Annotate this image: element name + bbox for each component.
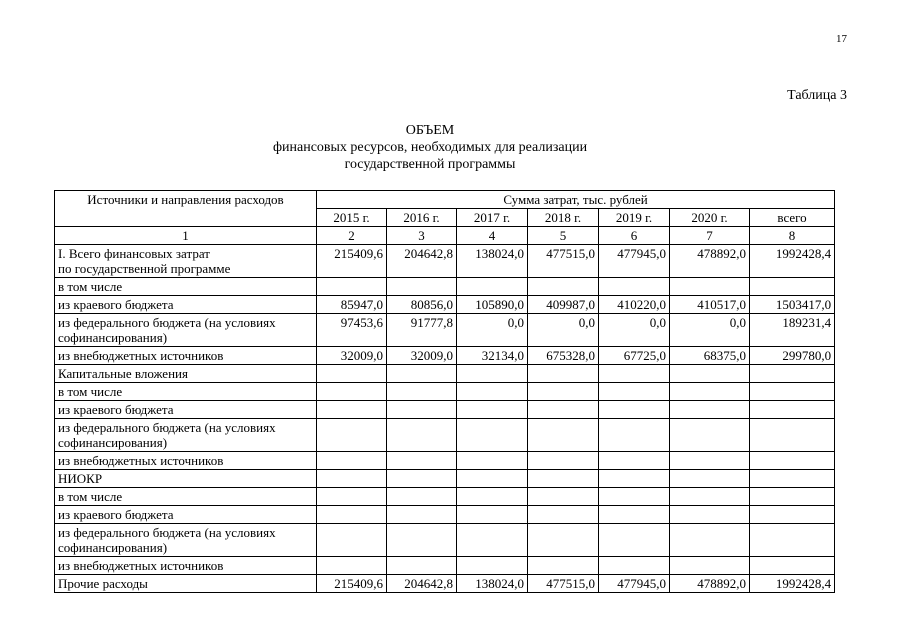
value-cell	[387, 470, 457, 488]
value-cell: 1992428,4	[750, 245, 835, 278]
value-cell	[670, 452, 750, 470]
value-cell	[670, 557, 750, 575]
value-cell	[670, 470, 750, 488]
table-row	[55, 452, 835, 470]
value-cell: 138024,0	[457, 245, 528, 278]
value-cell: 477515,0	[528, 575, 599, 593]
value-cell	[528, 470, 599, 488]
table-row	[55, 575, 835, 593]
value-cell: 138024,0	[457, 575, 528, 593]
value-cell: 477945,0	[599, 245, 670, 278]
value-cell	[457, 383, 528, 401]
index-cell: 5	[528, 227, 599, 245]
value-cell	[387, 401, 457, 419]
value-cell	[387, 383, 457, 401]
value-cell	[750, 365, 835, 383]
value-cell: 85947,0	[317, 296, 387, 314]
value-cell	[528, 278, 599, 296]
row-label: из краевого бюджета	[55, 401, 317, 419]
table-row	[55, 488, 835, 506]
value-cell: 215409,6	[317, 245, 387, 278]
index-cell: 2	[317, 227, 387, 245]
value-cell: 0,0	[670, 314, 750, 347]
value-cell	[317, 419, 387, 452]
value-cell: 32134,0	[457, 347, 528, 365]
value-cell	[528, 524, 599, 557]
value-cell	[457, 452, 528, 470]
value-cell	[599, 383, 670, 401]
source-column-header: Источники и направления расходов	[55, 191, 317, 227]
table-row	[55, 278, 835, 296]
value-cell	[317, 524, 387, 557]
value-cell	[599, 506, 670, 524]
value-cell	[750, 524, 835, 557]
year-header: 2017 г.	[457, 209, 528, 227]
table-row	[55, 419, 835, 452]
value-cell	[387, 506, 457, 524]
value-cell	[317, 488, 387, 506]
value-cell: 215409,6	[317, 575, 387, 593]
value-cell	[317, 383, 387, 401]
value-cell	[387, 452, 457, 470]
value-cell: 1503417,0	[750, 296, 835, 314]
value-cell: 1992428,4	[750, 575, 835, 593]
value-cell: 675328,0	[528, 347, 599, 365]
value-cell	[750, 278, 835, 296]
value-cell: 0,0	[528, 314, 599, 347]
value-cell	[317, 452, 387, 470]
heading-subtitle-line1: финансовых ресурсов, необходимых для реализации	[272, 140, 588, 155]
value-cell: 0,0	[599, 314, 670, 347]
total-header: всего	[750, 209, 835, 227]
row-label: из федерального бюджета (на условиях софинансирования)	[55, 524, 317, 557]
value-cell	[457, 470, 528, 488]
value-cell	[457, 488, 528, 506]
value-cell	[457, 557, 528, 575]
value-cell: 477945,0	[599, 575, 670, 593]
table-row	[55, 470, 835, 488]
row-label: в том числе	[55, 383, 317, 401]
heading-title: ОБЪЕМ	[405, 123, 455, 138]
index-cell: 6	[599, 227, 670, 245]
value-cell: 0,0	[457, 314, 528, 347]
row-label: из внебюджетных источников	[55, 452, 317, 470]
row-label: из федерального бюджета (на условиях софинансирования)	[55, 419, 317, 452]
index-row	[55, 227, 835, 245]
value-cell	[670, 506, 750, 524]
row-label: из внебюджетных источников	[55, 557, 317, 575]
value-cell: 91777,8	[387, 314, 457, 347]
table-row	[55, 365, 835, 383]
row-label: из федерального бюджета (на условиях софинансирования)	[55, 314, 317, 347]
value-cell	[670, 488, 750, 506]
value-cell	[750, 452, 835, 470]
row-label: из внебюджетных источников	[55, 347, 317, 365]
value-cell	[317, 365, 387, 383]
value-cell	[317, 557, 387, 575]
row-label: I. Всего финансовых затрат по государственной программе	[55, 245, 317, 278]
value-cell	[457, 524, 528, 557]
table-row	[55, 557, 835, 575]
value-cell	[317, 506, 387, 524]
year-header: 2018 г.	[528, 209, 599, 227]
value-cell	[750, 557, 835, 575]
row-label: Капитальные вложения	[55, 365, 317, 383]
value-cell: 32009,0	[387, 347, 457, 365]
value-cell	[457, 365, 528, 383]
table-row	[55, 401, 835, 419]
value-cell	[750, 488, 835, 506]
row-label: в том числе	[55, 278, 317, 296]
row-label: Прочие расходы	[55, 575, 317, 593]
value-cell	[528, 365, 599, 383]
value-cell	[599, 278, 670, 296]
value-cell	[528, 401, 599, 419]
value-cell	[750, 383, 835, 401]
row-label: в том числе	[55, 488, 317, 506]
value-cell	[599, 419, 670, 452]
row-label: из краевого бюджета	[55, 506, 317, 524]
value-cell: 32009,0	[317, 347, 387, 365]
document-heading	[230, 122, 630, 173]
table-row	[55, 245, 835, 278]
value-cell	[750, 401, 835, 419]
value-cell	[599, 452, 670, 470]
index-cell: 8	[750, 227, 835, 245]
value-cell	[528, 488, 599, 506]
value-cell: 204642,8	[387, 245, 457, 278]
value-cell	[750, 506, 835, 524]
heading-subtitle-line2: государственной программы	[344, 157, 516, 172]
year-header: 2016 г.	[387, 209, 457, 227]
value-cell	[528, 383, 599, 401]
value-cell: 478892,0	[670, 245, 750, 278]
value-cell	[457, 419, 528, 452]
value-cell: 67725,0	[599, 347, 670, 365]
value-cell: 97453,6	[317, 314, 387, 347]
row-label: НИОКР	[55, 470, 317, 488]
value-cell	[528, 452, 599, 470]
value-cell: 189231,4	[750, 314, 835, 347]
value-cell	[528, 419, 599, 452]
value-cell	[750, 419, 835, 452]
value-cell	[317, 470, 387, 488]
value-cell	[599, 470, 670, 488]
value-cell	[670, 524, 750, 557]
value-cell	[387, 278, 457, 296]
value-cell	[528, 557, 599, 575]
table-label: Таблица 3	[787, 88, 847, 103]
value-cell	[387, 365, 457, 383]
table-row	[55, 296, 835, 314]
value-cell	[457, 278, 528, 296]
value-cell: 204642,8	[387, 575, 457, 593]
index-cell: 7	[670, 227, 750, 245]
row-label: из краевого бюджета	[55, 296, 317, 314]
value-cell	[599, 401, 670, 419]
page-number: 17	[836, 33, 847, 45]
value-cell	[317, 278, 387, 296]
index-cell: 4	[457, 227, 528, 245]
value-cell	[599, 557, 670, 575]
financial-resources-table	[54, 190, 835, 593]
index-cell: 1	[55, 227, 317, 245]
value-cell	[457, 401, 528, 419]
value-cell: 68375,0	[670, 347, 750, 365]
index-cell: 3	[387, 227, 457, 245]
value-cell	[457, 506, 528, 524]
value-cell	[599, 488, 670, 506]
year-header: 2019 г.	[599, 209, 670, 227]
value-cell	[599, 365, 670, 383]
value-cell	[387, 557, 457, 575]
value-cell	[387, 524, 457, 557]
value-cell	[387, 419, 457, 452]
value-cell	[670, 419, 750, 452]
table-row	[55, 347, 835, 365]
sum-column-header: Сумма затрат, тыс. рублей	[317, 191, 835, 209]
table-row	[55, 383, 835, 401]
value-cell	[599, 524, 670, 557]
table-row	[55, 314, 835, 347]
value-cell	[670, 383, 750, 401]
value-cell: 105890,0	[457, 296, 528, 314]
table-header-row	[55, 191, 835, 209]
value-cell	[387, 488, 457, 506]
value-cell: 478892,0	[670, 575, 750, 593]
value-cell	[317, 401, 387, 419]
value-cell: 299780,0	[750, 347, 835, 365]
value-cell: 410220,0	[599, 296, 670, 314]
value-cell	[670, 401, 750, 419]
value-cell: 80856,0	[387, 296, 457, 314]
value-cell: 410517,0	[670, 296, 750, 314]
value-cell: 477515,0	[528, 245, 599, 278]
year-header: 2015 г.	[317, 209, 387, 227]
value-cell	[670, 365, 750, 383]
value-cell: 409987,0	[528, 296, 599, 314]
table-row	[55, 524, 835, 557]
year-header: 2020 г.	[670, 209, 750, 227]
value-cell	[528, 506, 599, 524]
value-cell	[750, 470, 835, 488]
value-cell	[670, 278, 750, 296]
table-row	[55, 506, 835, 524]
